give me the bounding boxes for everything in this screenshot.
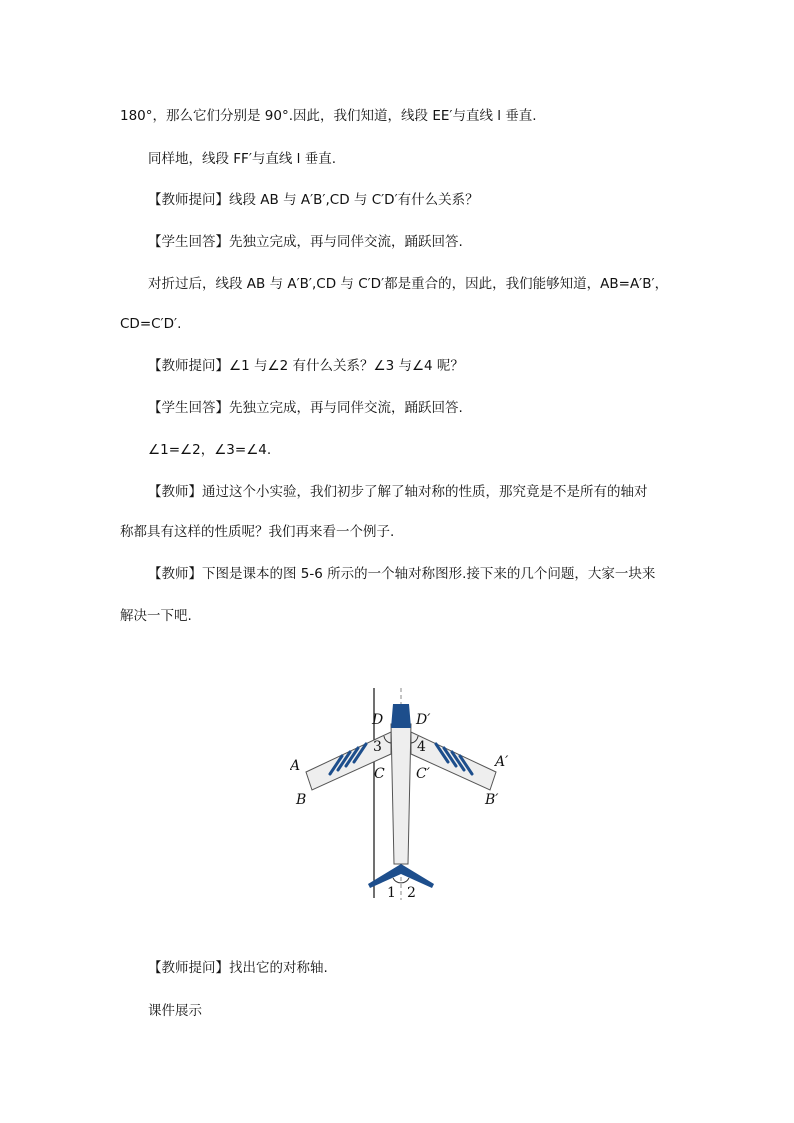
label-B: B [296,792,307,808]
label-B-prime: B′ [485,792,499,808]
nose [391,704,411,728]
text-line-5: 对折过后，线段 AB 与 A′B′,CD 与 C′D′都是重合的，因此，我们能够知道，AB=A′B′， [148,276,669,292]
fuselage [391,724,411,864]
label-C-prime: C′ [416,766,430,782]
label-D: D [372,712,384,728]
label-3: 3 [373,739,382,755]
text-line-8: 【学生回答】先独立完成，再与同伴交流，踊跃回答. [148,400,463,416]
text-line-10: 【教师】通过这个小实验，我们初步了解了轴对称的性质，那究竟是不是所有的轴对 [148,484,648,500]
label-C: C [374,766,385,782]
text-line-12: 【教师】下图是课本的图 5-6 所示的一个轴对称图形.接下来的几个问题，大家一块来 [148,566,656,582]
text-line-7: 【教师提问】∠1 与∠2 有什么关系？∠3 与∠4 呢？ [148,358,464,374]
text-line-13: 解决一下吧. [120,608,192,624]
text-line-1: 180°，那么它们分别是 90°.因此，我们知道，线段 EE′与直线 l 垂直. [120,108,537,124]
text-line-2: 同样地，线段 FF′与直线 l 垂直. [148,151,337,167]
label-1: 1 [387,885,396,900]
label-A-prime: A′ [495,754,509,770]
label-D-prime: D′ [416,712,431,728]
text-line-14: 【教师提问】找出它的对称轴. [148,960,328,976]
airplane-symmetry-figure [290,688,520,900]
label-2: 2 [407,885,416,900]
text-line-6: CD=C′D′. [120,316,182,332]
label-4: 4 [417,739,426,755]
text-line-15: 课件展示 [148,1003,202,1019]
text-line-11: 称都具有这样的性质呢？我们再来看一个例子. [120,524,395,540]
text-line-9: ∠1=∠2，∠3=∠4. [148,442,272,458]
text-line-4: 【学生回答】先独立完成，再与同伴交流，踊跃回答. [148,234,463,250]
label-A: A [290,758,301,774]
text-line-3: 【教师提问】线段 AB 与 A′B′,CD 与 C′D′有什么关系？ [148,192,479,208]
